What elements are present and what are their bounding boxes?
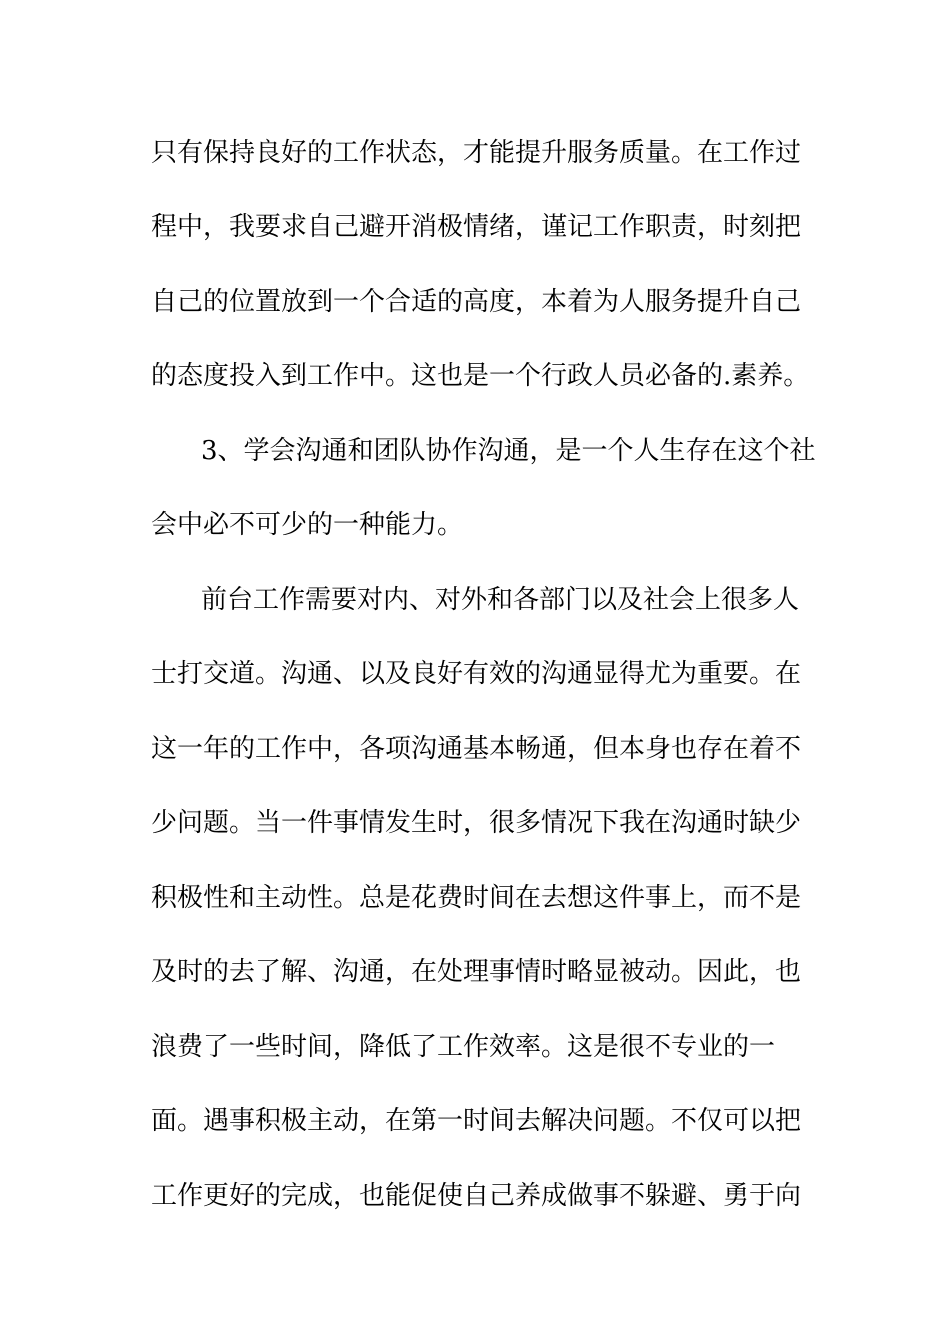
text-line: 积极性和主动性。总是花费时间在去想这件事上，而不是: [151, 883, 802, 913]
text-line: 的态度投入到工作中。这也是一个行政人员必备的.素养。: [151, 361, 810, 391]
text-line: 面。遇事积极主动，在第一时间去解决问题。不仅可以把: [151, 1106, 802, 1136]
text-line: 浪费了一些时间，降低了工作效率。这是很不专业的一: [151, 1032, 776, 1062]
text-line: 自己的位置放到一个合适的高度，本着为人服务提升自己: [151, 287, 802, 317]
text-line: 及时的去了解、沟通，在处理事情时略显被动。因此，也: [151, 957, 802, 987]
text-line: 少问题。当一件事情发生时，很多情况下我在沟通时缺少: [151, 808, 802, 838]
text-line: 这一年的工作中，各项沟通基本畅通，但本身也存在着不: [151, 734, 802, 764]
text-line: 士打交道。沟通、以及良好有效的沟通显得尤为重要。在: [151, 659, 802, 689]
paragraph-start-line: 前台工作需要对内、对外和各部门以及社会上很多人: [201, 585, 800, 615]
text-line: 程中，我要求自己避开消极情绪，谨记工作职责，时刻把: [151, 212, 802, 242]
text-line: 工作更好的完成，也能促使自己养成做事不躲避、勇于向: [151, 1181, 802, 1211]
paragraph-start-line: 3、学会沟通和团队协作沟通，是一个人生存在这个社: [201, 436, 816, 466]
text-line: 只有保持良好的工作状态，才能提升服务质量。在工作过: [151, 138, 802, 168]
text-line: 会中必不可少的一种能力。: [151, 510, 464, 540]
